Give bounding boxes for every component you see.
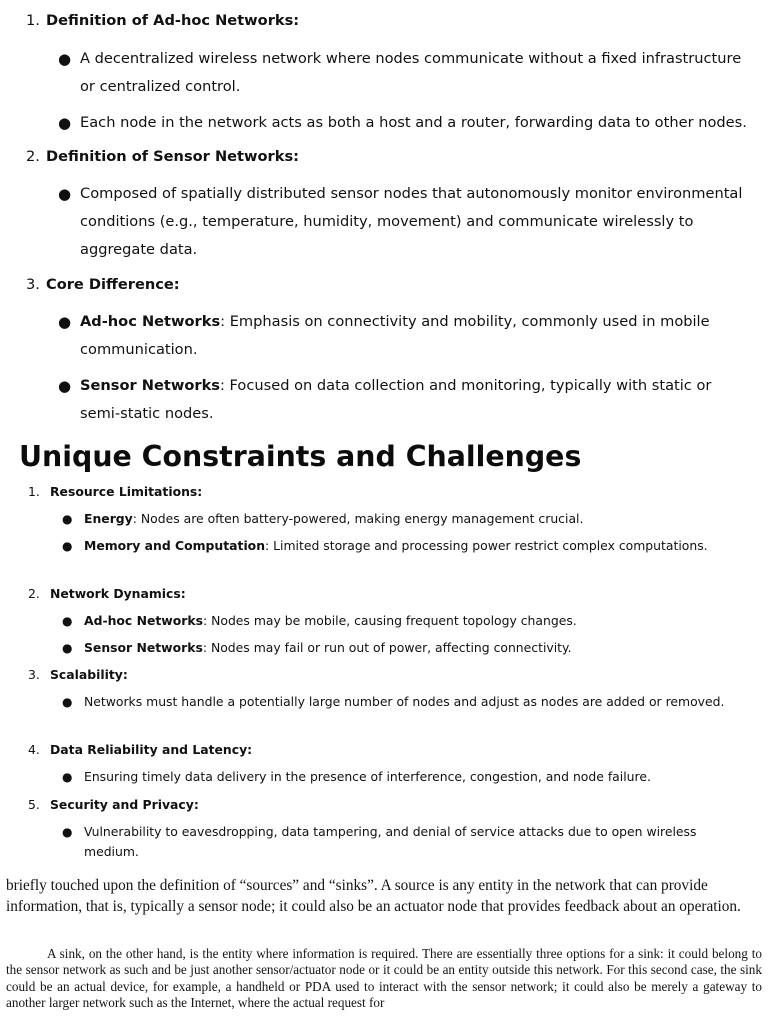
passage-paragraph: A sink, on the other hand, is the entity where information is required. There are essentially three options for a sink: it could belong to the sensor network as such and be just another sensor/actuator node or it could be an entity outside this network. For this second case, the sink could be an actual device, for example, a handheld or PDA used to interact with the sensor network; it could also be merely a gateway to another larger network such as the Internet, where the actual request for [6,946,762,1011]
section-title: Resource Limitations: [50,484,203,499]
section-title: Scalability: [50,667,128,682]
section-title: Data Reliability and Latency: [50,742,253,757]
bullet-icon: ● [62,825,73,839]
section-title: Definition of Ad-hoc Networks: [46,12,300,29]
section-number: 4. [28,742,40,757]
bullet-text: A decentralized wireless network where nodes communicate without a fixed infrastructure or centralized control. [80,50,742,95]
list-item [62,692,748,712]
section-heading-scalability [28,667,128,682]
bullet-icon: ● [62,539,73,553]
bullet-text: : Focused on data collection and monitoring, typically with static or semi-static nodes. [80,377,712,422]
bullet-lead: Ad-hoc Networks [80,313,221,330]
list-item [58,109,752,137]
bullet-text: : Nodes are often battery-powered, making energy management crucial. [132,511,584,526]
bullet-lead: Energy [84,511,133,526]
bullet-text: : Nodes may be mobile, causing frequent topology changes. [202,613,577,628]
bullet-icon: ● [62,512,73,526]
section-number: 2. [28,586,40,601]
section-heading-core-difference [26,276,180,293]
bullet-icon: ● [62,641,73,655]
section-heading-adhoc [26,12,299,29]
bullet-icon: ● [62,770,73,784]
bullet-lead: Sensor Networks [84,640,203,655]
bullet-lead: Ad-hoc Networks [84,613,203,628]
section-heading-security [28,797,199,812]
bullet-text: : Limited storage and processing power restrict complex computations. [265,538,708,553]
bullet-text: : Emphasis on connectivity and mobility, commonly used in mobile communication. [80,313,710,358]
bullet-icon: ● [62,695,73,709]
section-heading-resources [28,484,202,499]
list-item [62,638,748,658]
bullet-text: Ensuring timely data delivery in the presence of interference, congestion, and node failure. [84,769,651,784]
section-number: 2. [26,148,40,165]
list-item [58,308,752,364]
bullet-icon: ● [58,377,72,395]
bullet-text: Each node in the network acts as both a host and a router, forwarding data to other nodes. [80,114,747,131]
section-number: 1. [26,12,40,29]
list-item [58,180,752,264]
bullet-text: Vulnerability to eavesdropping, data tampering, and denial of service attacks due to open wireless medium. [84,824,697,859]
bullet-lead: Sensor Networks [80,377,220,394]
page-heading: Unique Constraints and Challenges [19,440,582,473]
section-heading-reliability [28,742,252,757]
section-number: 5. [28,797,40,812]
section-title: Security and Privacy: [50,797,199,812]
section-title: Core Difference: [46,276,180,293]
bullet-icon: ● [58,185,72,203]
list-item [62,611,748,631]
section-title: Network Dynamics: [50,586,186,601]
list-item [62,536,748,556]
list-item [62,767,748,787]
list-item [62,822,748,862]
list-item [58,372,752,428]
bullet-icon: ● [62,614,73,628]
bullet-text: Composed of spatially distributed sensor nodes that autonomously monitor environmental conditions (e.g., temperature, humidity, movement) and communicate wirelessly to aggregate data. [80,185,743,258]
bullet-icon: ● [58,313,72,331]
passage-paragraph: briefly touched upon the definition of “sources” and “sinks”. A source is any entity in the network that can provide information, that is, typically a sensor node; it could also be an actuator node that provides feedback about an operation. [6,877,741,915]
list-item [62,509,748,529]
section-heading-sensor [26,148,299,165]
bullet-icon: ● [58,50,72,68]
bullet-text: Networks must handle a potentially large number of nodes and adjust as nodes are added or removed. [84,694,725,709]
bullet-icon: ● [58,114,72,132]
section-number: 1. [28,484,40,499]
section-number: 3. [26,276,40,293]
list-item [58,45,752,101]
bullet-text: : Nodes may fail or run out of power, affecting connectivity. [202,640,572,655]
bullet-lead: Memory and Computation [84,538,266,553]
section-number: 3. [28,667,40,682]
section-title: Definition of Sensor Networks: [46,148,299,165]
section-heading-dynamics [28,586,186,601]
